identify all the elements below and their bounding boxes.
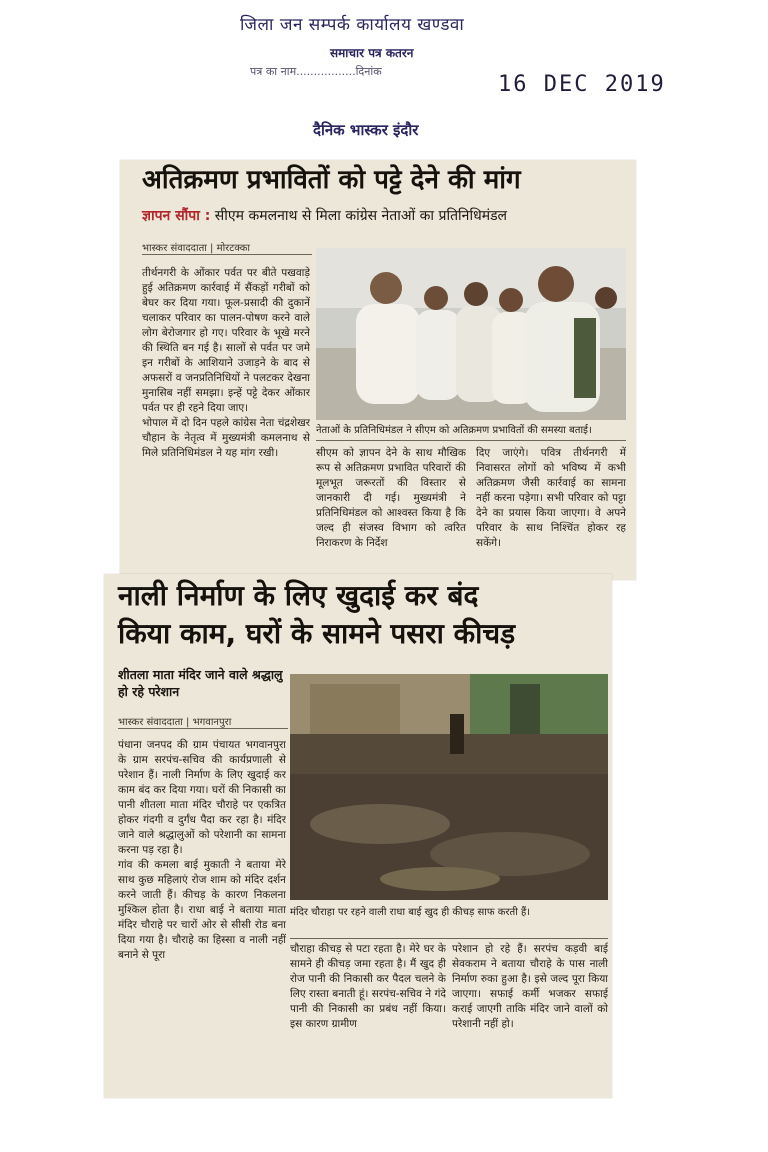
article2-column-1: पंधाना जनपद की ग्राम पंचायत भगवानपुरा के ग्राम सरपंच-सचिव की कार्यप्रणाली से परेशान हैं। नाली निर्माण के लिए खुदाई कर काम बंद कर दिया गया। घरों की निकासी का पानी शीतला माता मंदिर चौराहे पर एकत्रित होकर गंदगी व दुर्गंध पैदा कर रहा है। मंदिर जाने वाले श्रद्धालुओं को परेशानी का सामना करना पड़ रहा है। गांव की कमला बाई मुकाती ने बताया मेरे साथ कुछ महिलाएं रोज शाम को मंदिर दर्शन करने जाती हैं। कीचड़ के कारण निकलना मुश्किल होता है। राधा बाई ने बताया माता मंदिर चौराहे पर चारों ओर से सीसी रोड बना दिया गया है। चौराहे का हिस्सा व नाली नहीं बनाने से पूरा	[118, 739, 286, 961]
news-clipping-1	[120, 160, 636, 580]
newspaper-name: दैनिक भास्कर इंदौर	[313, 121, 419, 139]
mud-street-photo	[290, 674, 608, 900]
article1-subhead-line	[142, 206, 632, 225]
stamp-paper-line: पत्र का नाम.................दिनांक	[250, 65, 382, 78]
article2-photo-caption: मंदिर चौराहा पर रहने वाली राधा बाई खुद ही कीचड़ साफ करती हैं।	[290, 907, 531, 918]
article2-subhead: शीतला माता मंदिर जाने वाले श्रद्धालु हो रहे परेशान	[118, 667, 283, 699]
stamp-cutting-label: समाचार पत्र कतरन	[330, 46, 414, 60]
article2-column-2: चौराहा कीचड़ से पटा रहता है। मेरे घर के सामने ही कीचड़ जमा रहता है। मैं खुद ही रोज पानी की निकासी कर पैदल चलने के लिए रास्ता बनाती हूं। सरपंच-सचिव ने गंदे पानी की निकासी का प्रबंध नहीं किया। इस कारण ग्रामीण	[290, 943, 446, 1030]
article1-headline: अतिक्रमण प्रभावितों को पट्टे देने की मांग	[142, 165, 521, 195]
byline-rule-2	[118, 728, 288, 729]
stamp-date: 16 DEC 2019	[498, 72, 666, 97]
delegation-photo	[316, 248, 626, 420]
caption-rule	[316, 440, 626, 441]
article1-column-2: सीएम को ज्ञापन देने के साथ मौखिक रूप से अतिक्रमण प्रभावित परिवारों की मूलभूत जरूरतों की विस्तार से जानकारी दी गई। मुख्यमंत्री ने प्रतिनिधिमंडल को आश्वस्त किया है कि जल्द ही संजस्व विभाग को त्वरित निराकरण के निर्देश	[316, 447, 466, 549]
article1-photo-caption: नेताओं के प्रतिनिधिमंडल ने सीएम को अतिक्रमण प्रभावितों की समस्या बताई।	[316, 425, 592, 436]
article2-headline-line1: नाली निर्माण के लिए खुदाई कर बंद	[118, 579, 479, 612]
byline-rule	[142, 254, 312, 255]
article2-column-3: परेशान हो रहे हैं। सरपंच कड़वी बाई सेवकराम ने बताया चौराहे के पास नाली निर्माण रुका हुआ है। इसे जल्द पूरा किया जाएगा। सफाई कर्मी भजकर सफाई कराई जाएगी ताकि मंदिर जाने वालों को परेशानी नहीं हो।	[452, 943, 608, 1030]
article1-byline: भास्कर संवाददाता | मोरटक्का	[142, 243, 251, 254]
article2-byline: भास्कर संवाददाता | भगवानपुरा	[118, 717, 232, 728]
caption-rule-2	[290, 938, 608, 939]
news-clipping-2	[104, 574, 612, 1098]
office-stamp-title: जिला जन सम्पर्क कार्यालय खण्डवा	[240, 15, 465, 35]
article1-subhead: सीएम कमलनाथ से मिला कांग्रेस नेताओं का प्रतिनिधिमंडल	[214, 208, 508, 224]
article2-headline-line2: किया काम, घरों के सामने पसरा कीचड़	[118, 617, 516, 650]
article1-kicker: ज्ञापन सौंपा :	[142, 208, 211, 224]
article1-column-1: तीर्थनगरी के ओंकार पर्वत पर बीते पखवाड़े हुई अतिक्रमण कार्रवाई में सैंकड़ों गरीबों को बेघर कर दिया गया। फूल-प्रसादी की दुकानें चलाकर परिवार का पालन-पोषण करने वाले लोग बेरोजगार हो गए। परिवार के भूखे मरने की स्थिति बन गई है। सालों से पर्वत पर जमे इन गरीबों के आशियाने उजाड़ने के बाद से अफसरों व जनप्रतिनिधियों ने पलटकर देखना मुनासिब नहीं समझा। इन्हें पट्टे देकर ओंकार पर्वत पर ही रहने दिया जाए। भोपाल में दो दिन पहले कांग्रेस नेता चंद्रशेखर चौहान के नेतृत्व में मुख्यमंत्री कमलनाथ से मिले प्रतिनिधिमंडल ने यह मांग रखी।	[142, 267, 310, 459]
article1-column-3: दिए जाएंगे। पवित्र तीर्थनगरी में निवासरत लोगों को भविष्य में कभी अतिक्रमण जैसी कार्रवाई का सामना नहीं करना पड़ेगा। सभी परिवार को पट्टा देने का प्रयास किया जाएगा। वे अपने परिवार के साथ निश्चिंत होकर रह सकेंगे।	[476, 447, 626, 549]
